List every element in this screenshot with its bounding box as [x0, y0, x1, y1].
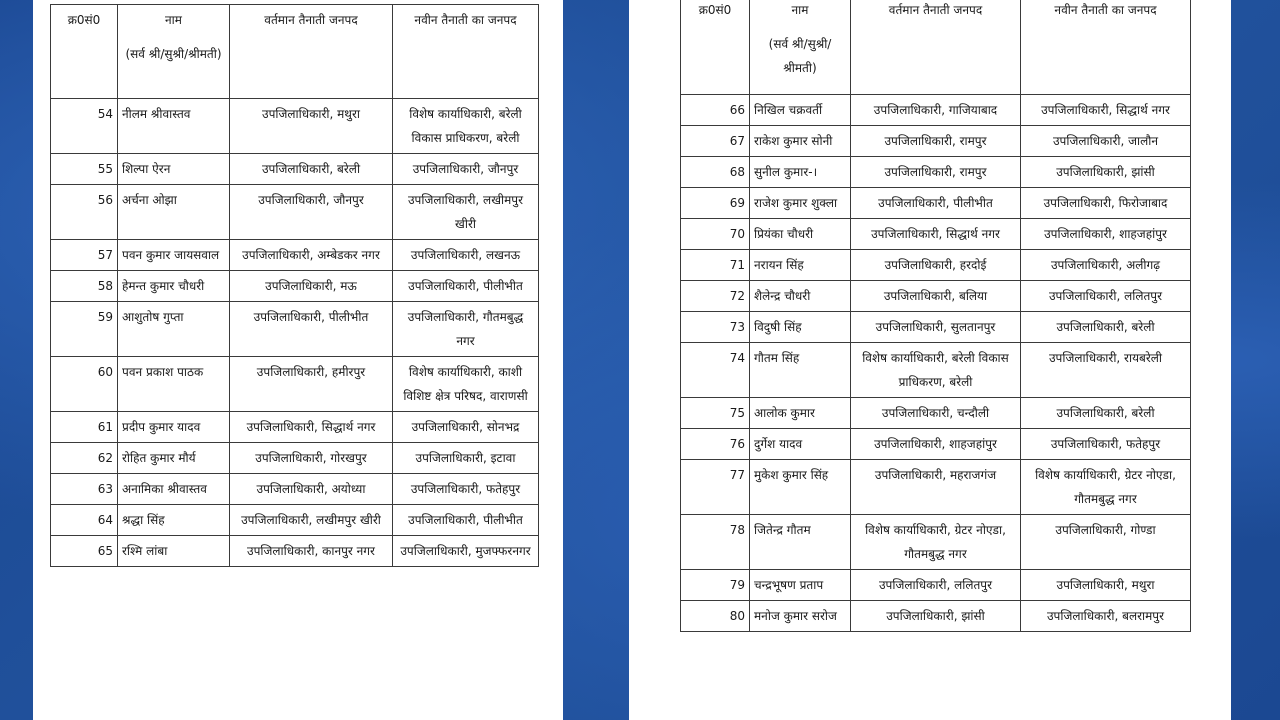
- name-cell: अर्चना ओझा: [118, 185, 230, 240]
- serial-cell: 58: [51, 271, 118, 302]
- new-posting-cell: उपजिलाधिकारी, बरेली: [1021, 398, 1191, 429]
- name-cell: नीलम श्रीवास्तव: [118, 99, 230, 154]
- name-cell: हेमन्त कुमार चौधरी: [118, 271, 230, 302]
- new-posting-cell: उपजिलाधिकारी, बलरामपुर: [1021, 601, 1191, 632]
- new-posting-cell: उपजिलाधिकारी, झांसी: [1021, 157, 1191, 188]
- current-posting-cell: उपजिलाधिकारी, ललितपुर: [851, 570, 1021, 601]
- table-row: [681, 312, 1191, 343]
- serial-cell: 59: [51, 302, 118, 357]
- name-cell: विदुषी सिंह: [750, 312, 851, 343]
- current-posting-cell: उपजिलाधिकारी, सिद्धार्थ नगर: [851, 219, 1021, 250]
- table-row: [51, 357, 539, 412]
- header-current-posting: वर्तमान तैनाती जनपद: [230, 5, 393, 99]
- new-posting-cell: उपजिलाधिकारी, शाहजहांपुर: [1021, 219, 1191, 250]
- serial-cell: 76: [681, 429, 750, 460]
- new-posting-cell: उपजिलाधिकारी, मुजफ्फरनगर: [393, 536, 539, 567]
- serial-cell: 69: [681, 188, 750, 219]
- current-posting-cell: उपजिलाधिकारी, चन्दौली: [851, 398, 1021, 429]
- table-row: [51, 536, 539, 567]
- name-cell: रश्मि लांबा: [118, 536, 230, 567]
- current-posting-cell: विशेष कार्याधिकारी, ग्रेटर नोएडा, गौतमबुद्ध नगर: [851, 515, 1021, 570]
- name-cell: शिल्पा ऐरन: [118, 154, 230, 185]
- name-cell: आलोक कुमार: [750, 398, 851, 429]
- name-cell: राकेश कुमार सोनी: [750, 126, 851, 157]
- new-posting-cell: उपजिलाधिकारी, सिद्धार्थ नगर: [1021, 95, 1191, 126]
- table-row: [681, 515, 1191, 570]
- name-cell: सुनील कुमार-।: [750, 157, 851, 188]
- current-posting-cell: उपजिलाधिकारी, रामपुर: [851, 157, 1021, 188]
- document-page-right: [629, 0, 1231, 720]
- current-posting-cell: उपजिलाधिकारी, कानपुर नगर: [230, 536, 393, 567]
- name-cell: जितेन्द्र गौतम: [750, 515, 851, 570]
- table-row: [681, 601, 1191, 632]
- header-serial: क्र0सं0: [51, 5, 118, 99]
- serial-cell: 62: [51, 443, 118, 474]
- serial-cell: 65: [51, 536, 118, 567]
- current-posting-cell: उपजिलाधिकारी, मऊ: [230, 271, 393, 302]
- new-posting-cell: उपजिलाधिकारी, लखीमपुर खीरी: [393, 185, 539, 240]
- new-posting-cell: उपजिलाधिकारी, फतेहपुर: [1021, 429, 1191, 460]
- new-posting-cell: उपजिलाधिकारी, जालौन: [1021, 126, 1191, 157]
- serial-cell: 80: [681, 601, 750, 632]
- current-posting-cell: उपजिलाधिकारी, झांसी: [851, 601, 1021, 632]
- serial-cell: 64: [51, 505, 118, 536]
- current-posting-cell: उपजिलाधिकारी, हरदोई: [851, 250, 1021, 281]
- table-body-right: [681, 95, 1191, 632]
- name-cell: मनोज कुमार सरोज: [750, 601, 851, 632]
- header-serial: क्र0सं0: [681, 0, 750, 95]
- current-posting-cell: उपजिलाधिकारी, अम्बेडकर नगर: [230, 240, 393, 271]
- name-cell: प्रदीप कुमार यादव: [118, 412, 230, 443]
- name-cell: प्रियंका चौधरी: [750, 219, 851, 250]
- new-posting-cell: उपजिलाधिकारी, पीलीभीत: [393, 505, 539, 536]
- new-posting-cell: उपजिलाधिकारी, फतेहपुर: [393, 474, 539, 505]
- table-header-row: [681, 0, 1191, 95]
- name-cell: आशुतोष गुप्ता: [118, 302, 230, 357]
- table-row: [681, 398, 1191, 429]
- serial-cell: 72: [681, 281, 750, 312]
- document-page-left: [33, 0, 563, 720]
- serial-cell: 73: [681, 312, 750, 343]
- serial-cell: 79: [681, 570, 750, 601]
- current-posting-cell: उपजिलाधिकारी, लखीमपुर खीरी: [230, 505, 393, 536]
- current-posting-cell: विशेष कार्याधिकारी, बरेली विकास प्राधिकरण, बरेली: [851, 343, 1021, 398]
- serial-cell: 60: [51, 357, 118, 412]
- name-cell: पवन प्रकाश पाठक: [118, 357, 230, 412]
- serial-cell: 55: [51, 154, 118, 185]
- header-name-sub: (सर्व श्री/सुश्री/श्रीमती): [125, 47, 222, 61]
- table-row: [51, 412, 539, 443]
- table-row: [51, 185, 539, 240]
- header-name-label: नाम: [791, 3, 809, 17]
- name-cell: चन्द्रभूषण प्रताप: [750, 570, 851, 601]
- current-posting-cell: उपजिलाधिकारी, सुलतानपुर: [851, 312, 1021, 343]
- header-name-sub: (सर्व श्री/सुश्री/श्रीमती): [768, 37, 832, 75]
- transfer-table-right: [680, 0, 1191, 632]
- transfer-table-left: [50, 4, 539, 567]
- name-cell: शैलेन्द्र चौधरी: [750, 281, 851, 312]
- table-row: [51, 505, 539, 536]
- table-row: [681, 460, 1191, 515]
- header-name: [750, 0, 851, 95]
- name-cell: अनामिका श्रीवास्तव: [118, 474, 230, 505]
- name-cell: मुकेश कुमार सिंह: [750, 460, 851, 515]
- current-posting-cell: उपजिलाधिकारी, गाजियाबाद: [851, 95, 1021, 126]
- new-posting-cell: विशेष कार्याधिकारी, काशी विशिष्ट क्षेत्र परिषद, वाराणसी: [393, 357, 539, 412]
- header-name-label: नाम: [165, 13, 182, 27]
- table-row: [681, 126, 1191, 157]
- table-row: [681, 219, 1191, 250]
- serial-cell: 56: [51, 185, 118, 240]
- name-cell: राजेश कुमार शुक्ला: [750, 188, 851, 219]
- current-posting-cell: उपजिलाधिकारी, रामपुर: [851, 126, 1021, 157]
- table-row: [51, 302, 539, 357]
- serial-cell: 77: [681, 460, 750, 515]
- table-row: [51, 240, 539, 271]
- current-posting-cell: उपजिलाधिकारी, मथुरा: [230, 99, 393, 154]
- current-posting-cell: उपजिलाधिकारी, महराजगंज: [851, 460, 1021, 515]
- table-row: [681, 570, 1191, 601]
- serial-cell: 71: [681, 250, 750, 281]
- name-cell: निखिल चक्रवर्ती: [750, 95, 851, 126]
- serial-cell: 57: [51, 240, 118, 271]
- current-posting-cell: उपजिलाधिकारी, गोरखपुर: [230, 443, 393, 474]
- serial-cell: 74: [681, 343, 750, 398]
- table-row: [681, 429, 1191, 460]
- serial-cell: 67: [681, 126, 750, 157]
- serial-cell: 61: [51, 412, 118, 443]
- table-row: [51, 154, 539, 185]
- current-posting-cell: उपजिलाधिकारी, शाहजहांपुर: [851, 429, 1021, 460]
- current-posting-cell: उपजिलाधिकारी, अयोध्या: [230, 474, 393, 505]
- serial-cell: 63: [51, 474, 118, 505]
- table-row: [681, 343, 1191, 398]
- current-posting-cell: उपजिलाधिकारी, जौनपुर: [230, 185, 393, 240]
- name-cell: गौतम सिंह: [750, 343, 851, 398]
- current-posting-cell: उपजिलाधिकारी, हमीरपुर: [230, 357, 393, 412]
- table-row: [51, 99, 539, 154]
- new-posting-cell: उपजिलाधिकारी, इटावा: [393, 443, 539, 474]
- new-posting-cell: उपजिलाधिकारी, सोनभद्र: [393, 412, 539, 443]
- new-posting-cell: उपजिलाधिकारी, मथुरा: [1021, 570, 1191, 601]
- new-posting-cell: विशेष कार्याधिकारी, बरेली विकास प्राधिकरण, बरेली: [393, 99, 539, 154]
- table-row: [681, 157, 1191, 188]
- new-posting-cell: उपजिलाधिकारी, फिरोजाबाद: [1021, 188, 1191, 219]
- serial-cell: 54: [51, 99, 118, 154]
- name-cell: रोहित कुमार मौर्य: [118, 443, 230, 474]
- serial-cell: 68: [681, 157, 750, 188]
- name-cell: पवन कुमार जायसवाल: [118, 240, 230, 271]
- new-posting-cell: उपजिलाधिकारी, पीलीभीत: [393, 271, 539, 302]
- name-cell: श्रद्धा सिंह: [118, 505, 230, 536]
- table-header-row: [51, 5, 539, 99]
- new-posting-cell: विशेष कार्याधिकारी, ग्रेटर नोएडा, गौतमबुद्ध नगर: [1021, 460, 1191, 515]
- header-current-posting: वर्तमान तैनाती जनपद: [851, 0, 1021, 95]
- new-posting-cell: उपजिलाधिकारी, ललितपुर: [1021, 281, 1191, 312]
- table-row: [51, 474, 539, 505]
- serial-cell: 70: [681, 219, 750, 250]
- header-name: [118, 5, 230, 99]
- header-new-posting: नवीन तैनाती का जनपद: [1021, 0, 1191, 95]
- new-posting-cell: उपजिलाधिकारी, बरेली: [1021, 312, 1191, 343]
- current-posting-cell: उपजिलाधिकारी, पीलीभीत: [230, 302, 393, 357]
- serial-cell: 75: [681, 398, 750, 429]
- serial-cell: 66: [681, 95, 750, 126]
- table-row: [681, 281, 1191, 312]
- current-posting-cell: उपजिलाधिकारी, पीलीभीत: [851, 188, 1021, 219]
- new-posting-cell: उपजिलाधिकारी, गौतमबुद्ध नगर: [393, 302, 539, 357]
- table-row: [681, 95, 1191, 126]
- new-posting-cell: उपजिलाधिकारी, अलीगढ़: [1021, 250, 1191, 281]
- current-posting-cell: उपजिलाधिकारी, सिद्धार्थ नगर: [230, 412, 393, 443]
- new-posting-cell: उपजिलाधिकारी, लखनऊ: [393, 240, 539, 271]
- table-row: [681, 250, 1191, 281]
- new-posting-cell: उपजिलाधिकारी, गोण्डा: [1021, 515, 1191, 570]
- name-cell: दुर्गेश यादव: [750, 429, 851, 460]
- table-row: [681, 188, 1191, 219]
- serial-cell: 78: [681, 515, 750, 570]
- new-posting-cell: उपजिलाधिकारी, रायबरेली: [1021, 343, 1191, 398]
- table-row: [51, 443, 539, 474]
- name-cell: नरायन सिंह: [750, 250, 851, 281]
- new-posting-cell: उपजिलाधिकारी, जौनपुर: [393, 154, 539, 185]
- current-posting-cell: उपजिलाधिकारी, बलिया: [851, 281, 1021, 312]
- table-row: [51, 271, 539, 302]
- current-posting-cell: उपजिलाधिकारी, बरेली: [230, 154, 393, 185]
- header-new-posting: नवीन तैनाती का जनपद: [393, 5, 539, 99]
- table-body-left: [51, 99, 539, 567]
